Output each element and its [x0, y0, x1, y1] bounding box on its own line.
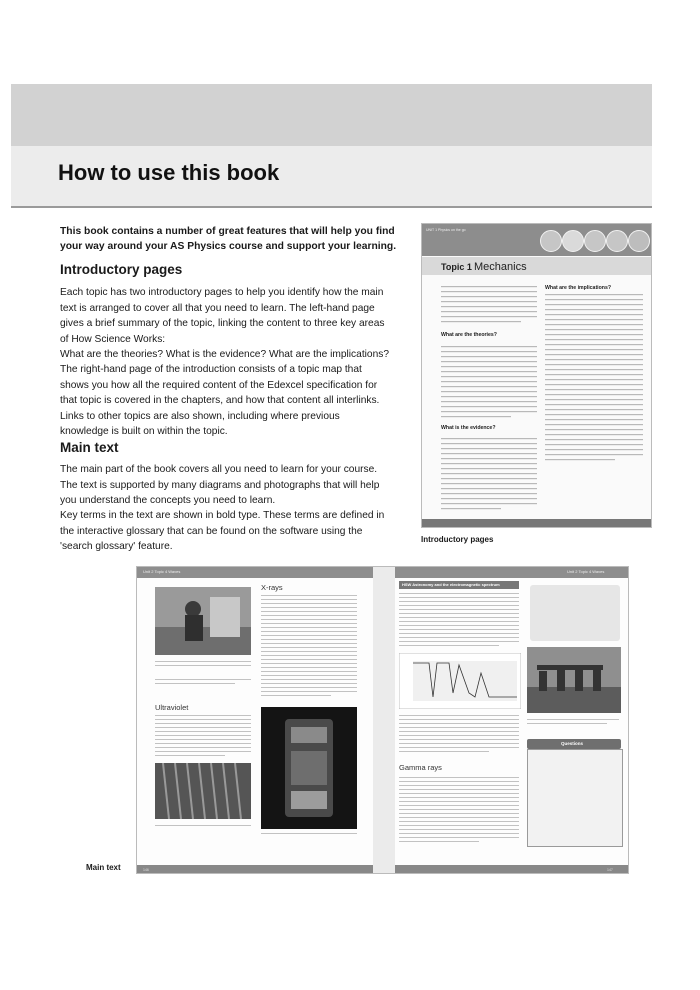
- spread-left-footer: [137, 865, 373, 873]
- main-text-heading: Main text: [60, 440, 119, 455]
- spread-left-label: Unit 2 Topic 4 Waves: [143, 569, 181, 574]
- spread-left-page-number: 146: [143, 868, 149, 872]
- side-note-box: [530, 585, 620, 641]
- questions-label: Questions: [561, 741, 584, 746]
- main-text-para-1: The main part of the book covers all you need to learn for your course. The text is supported by many diagrams and photographs that will help you understand the concepts you need to learn.: [60, 464, 380, 507]
- hsw-highlight-label: HSW Astronomy and the electromagnetic spectrum: [402, 582, 500, 587]
- intro-pages-para-1: Each topic has two introductory pages to help you identify how the main text is arranged to cover all that you need to learn. The left-hand page gives a brief summary of the topic, linking the content to three key areas of How Science Works:: [60, 287, 385, 345]
- intro-pages-para-3: The right-hand page of the introduction consists of a topic map that shows you how all the required content of the Edexcel specification for that topic is covered in the chapters, and how that content all interlinks. Links to other topics are also shown, including where previous knowledge is built on within the topic.: [60, 364, 380, 438]
- questions-header: [527, 739, 621, 749]
- introductory-pages-caption: Introductory pages: [421, 535, 494, 544]
- spread-subhead-ultraviolet: Ultraviolet: [155, 703, 189, 712]
- preview-topic-title: Mechanics: [474, 261, 527, 273]
- questions-box: [527, 749, 623, 847]
- main-text-para-2: Key terms in the text are shown in bold type. These terms are defined in the interactive glossary that can be found on the software using the 'search glossary' feature.: [60, 510, 385, 553]
- preview-topic-number: Topic 1: [441, 262, 472, 272]
- preview-subhead-theories: What are the theories?: [441, 332, 497, 338]
- header-band: [11, 84, 652, 146]
- preview-subhead-evidence: What is the evidence?: [441, 425, 496, 431]
- preview-footer-bar: [422, 519, 651, 527]
- spread-subhead-gamma-rays: Gamma rays: [399, 763, 442, 772]
- page-title: How to use this book: [58, 160, 280, 185]
- introductory-pages-preview: [421, 223, 652, 528]
- spectrum-graph-image: [399, 653, 521, 709]
- spread-right-label: Unit 2 Topic 4 Waves: [567, 569, 605, 574]
- intro-paragraph: This book contains a number of great features that will help you find your way around your AS Physics course and support your learning.: [60, 226, 397, 253]
- photo-telescope-image: [527, 647, 621, 713]
- main-text-preview: [136, 566, 629, 874]
- preview-unit-label: UNIT 1 Physics on the go: [426, 228, 466, 232]
- preview-text-lines: [422, 224, 651, 527]
- main-text-caption: Main text: [86, 863, 121, 872]
- introductory-pages-heading: Introductory pages: [60, 262, 183, 277]
- spread-subhead-xrays: X-rays: [261, 583, 283, 592]
- preview-subhead-implications: What are the implications?: [545, 285, 612, 291]
- hsw-highlight-bar: [399, 581, 519, 589]
- spread-right-page-number: 147: [607, 868, 613, 872]
- spread-right-footer: [395, 865, 628, 873]
- intro-pages-para-2: What are the theories? What is the evidence? What are the implications?: [60, 349, 389, 360]
